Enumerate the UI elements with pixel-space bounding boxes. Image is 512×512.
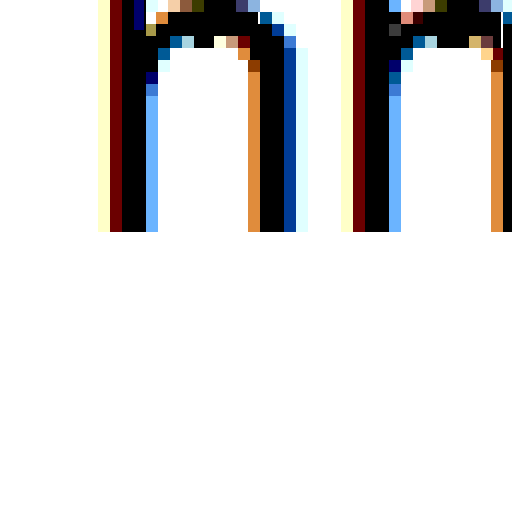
letter-n-right bbox=[341, 0, 512, 232]
letter-n-left bbox=[98, 0, 308, 232]
